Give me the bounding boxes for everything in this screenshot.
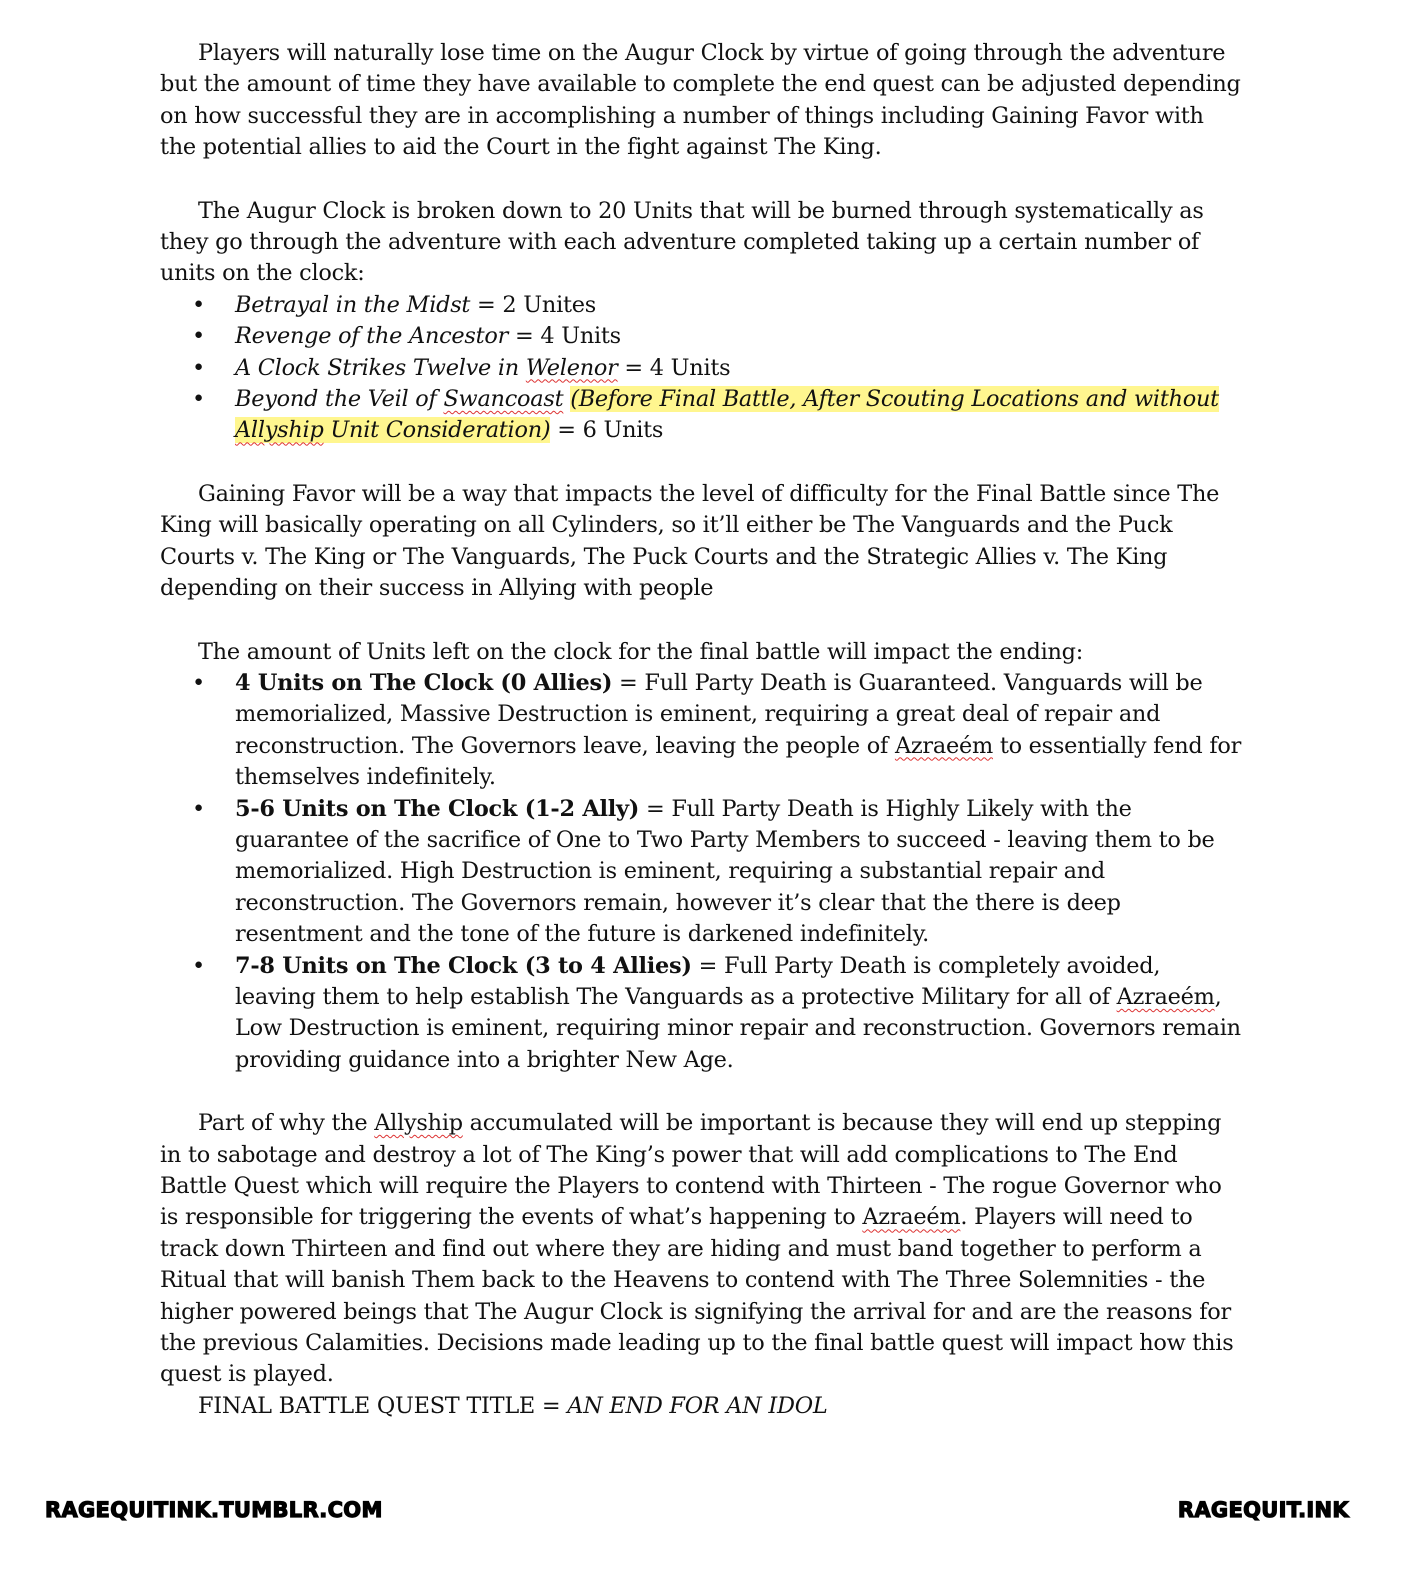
spacer — [160, 1076, 1245, 1108]
gaining-favor-paragraph: Gaining Favor will be a way that impacts the level of difficulty for the Final Battle since The King will basically operating on all Cylinders, so it’ll either be The Vanguards and the Puck Courts v. The King or The Vanguards, The Puck Courts and the Strategic Allies v. The King depending on their success in Allying with people — [160, 480, 1220, 602]
adventure-title — [235, 386, 570, 412]
spacer — [160, 605, 1245, 637]
bullet-icon: • — [192, 795, 205, 822]
list-item — [160, 290, 1245, 321]
ending-text: = Full Party Death is completely avoided, leaving them to help establish The Vanguards as a protective Military for all of — [235, 952, 1161, 1010]
spellcheck-word[interactable]: Welenor — [525, 354, 618, 381]
footer-tumblr-link[interactable]: RAGEQUITINK.TUMBLR.COM — [45, 1498, 383, 1522]
adventure-title-text: Beyond the Veil of — [235, 386, 444, 413]
paragraph-text: Part of why the — [198, 1110, 375, 1137]
ending-text: = Full Party Death is Guaranteed. Vanguards will be memorialized, Massive Destruction is eminent, requiring a great deal of repair and reconstruction. The Governors leave, leaving the people of — [235, 669, 1203, 759]
note-text: Unit Consideration) — [323, 417, 551, 444]
list-item — [160, 384, 1245, 447]
bullet-icon: • — [192, 291, 205, 318]
augur-clock-paragraph: The Augur Clock is broken down to 20 Units that will be burned through systematically as they go through the adventure with each adventure completed taking up a certain number of units on the clock: — [160, 197, 1204, 287]
ending-label: 4 Units on The Clock (0 Allies) — [235, 669, 613, 696]
adventure-title: Revenge of the Ancestor — [235, 323, 509, 350]
list-item — [160, 794, 1245, 951]
final-quest-label: FINAL BATTLE QUEST TITLE = — [198, 1392, 568, 1419]
endings-intro-paragraph: The amount of Units left on the clock for the final battle will impact the ending: — [198, 638, 1084, 665]
adventure-units: = 6 Units — [550, 417, 664, 444]
ending-text: , Low Destruction is eminent, requiring minor repair and reconstruction. Governors remain providing guidance into a brighter New Age. — [235, 983, 1241, 1073]
document-page — [160, 38, 1245, 1422]
bullet-icon: • — [192, 323, 205, 350]
spacer — [160, 447, 1245, 479]
bullet-icon: • — [192, 952, 205, 979]
bullet-icon: • — [192, 354, 205, 381]
spellcheck-word[interactable]: Allyship — [374, 1110, 463, 1137]
adventure-units: = 4 Units — [508, 323, 621, 350]
adventure-units: = 4 Units — [617, 354, 731, 381]
spellcheck-word[interactable]: Azraeém — [1116, 983, 1215, 1010]
allyship-paragraph — [160, 1108, 1245, 1391]
list-item — [160, 353, 1245, 384]
intro-paragraph: Players will naturally lose time on the Augur Clock by virtue of going through the adventure but the amount of time they have available to complete the end quest can be adjusted depending on how successful they are in accomplishing a number of things including Gaining Favor with the potential allies to aid the Court in the fight against The King. — [160, 40, 1241, 161]
list-item — [160, 321, 1245, 352]
spellcheck-word[interactable]: Azraeém — [894, 732, 993, 759]
ending-text: = Full Party Death is Highly Likely with the guarantee of the sacrifice of One to Two Party Members to succeed - leaving them to be memorialized. High Destruction is eminent, requiring a substantial repair and reconstruction. The Governors remain, however it’s clear that the there is deep resentment and the tone of the future is darkened indefinitely. — [235, 795, 1215, 948]
spellcheck-word[interactable]: Swancoast — [443, 386, 564, 413]
adventure-title — [235, 355, 618, 381]
ending-label: 5-6 Units on The Clock (1-2 Ally) — [235, 795, 640, 822]
footer-site-link[interactable]: RAGEQUIT.INK — [1177, 1498, 1349, 1522]
final-quest-title: AN END FOR AN IDOL — [567, 1392, 828, 1419]
ending-label: 7-8 Units on The Clock (3 to 4 Allies) — [235, 952, 692, 979]
adventure-title-text: A Clock Strikes Twelve in — [235, 354, 526, 381]
final-quest-title-line — [160, 1391, 1245, 1422]
ending-text: to essentially fend for themselves indefinitely. — [235, 732, 1242, 791]
spacer — [160, 164, 1245, 196]
endings-list — [160, 668, 1245, 1076]
adventure-title: Betrayal in the Midst — [235, 291, 471, 318]
paragraph-text: accumulated will be important is because they will end up stepping in to sabotage and destroy a lot of The King’s power that will add complications to The End Battle Quest which will require the Players to contend with Thirteen - The rogue Governor who is responsible for triggering the events of what’s happening to — [160, 1110, 1222, 1231]
list-item — [160, 951, 1245, 1077]
bullet-icon: • — [192, 386, 205, 413]
paragraph-text: . Players will need to track down Thirteen and find out where they are hiding and must band together to perform a Ritual that will banish Them back to the Heavens to contend with The Three Solemnities - the higher powered beings that The Augur Clock is signifying the arrival for and are the reasons for the previous Calamities. Decisions made leading up to the final battle quest will impact how this quest is played. — [160, 1204, 1234, 1388]
bullet-icon: • — [192, 669, 205, 696]
note-text: (Before Final Battle, After Scouting Locations and without — [570, 386, 1219, 413]
spellcheck-word[interactable]: Azraeém — [862, 1204, 961, 1231]
adventure-units: = 2 Unites — [470, 291, 596, 318]
adventure-list — [160, 290, 1245, 447]
list-item — [160, 668, 1245, 794]
spellcheck-word[interactable]: Allyship — [235, 417, 324, 444]
